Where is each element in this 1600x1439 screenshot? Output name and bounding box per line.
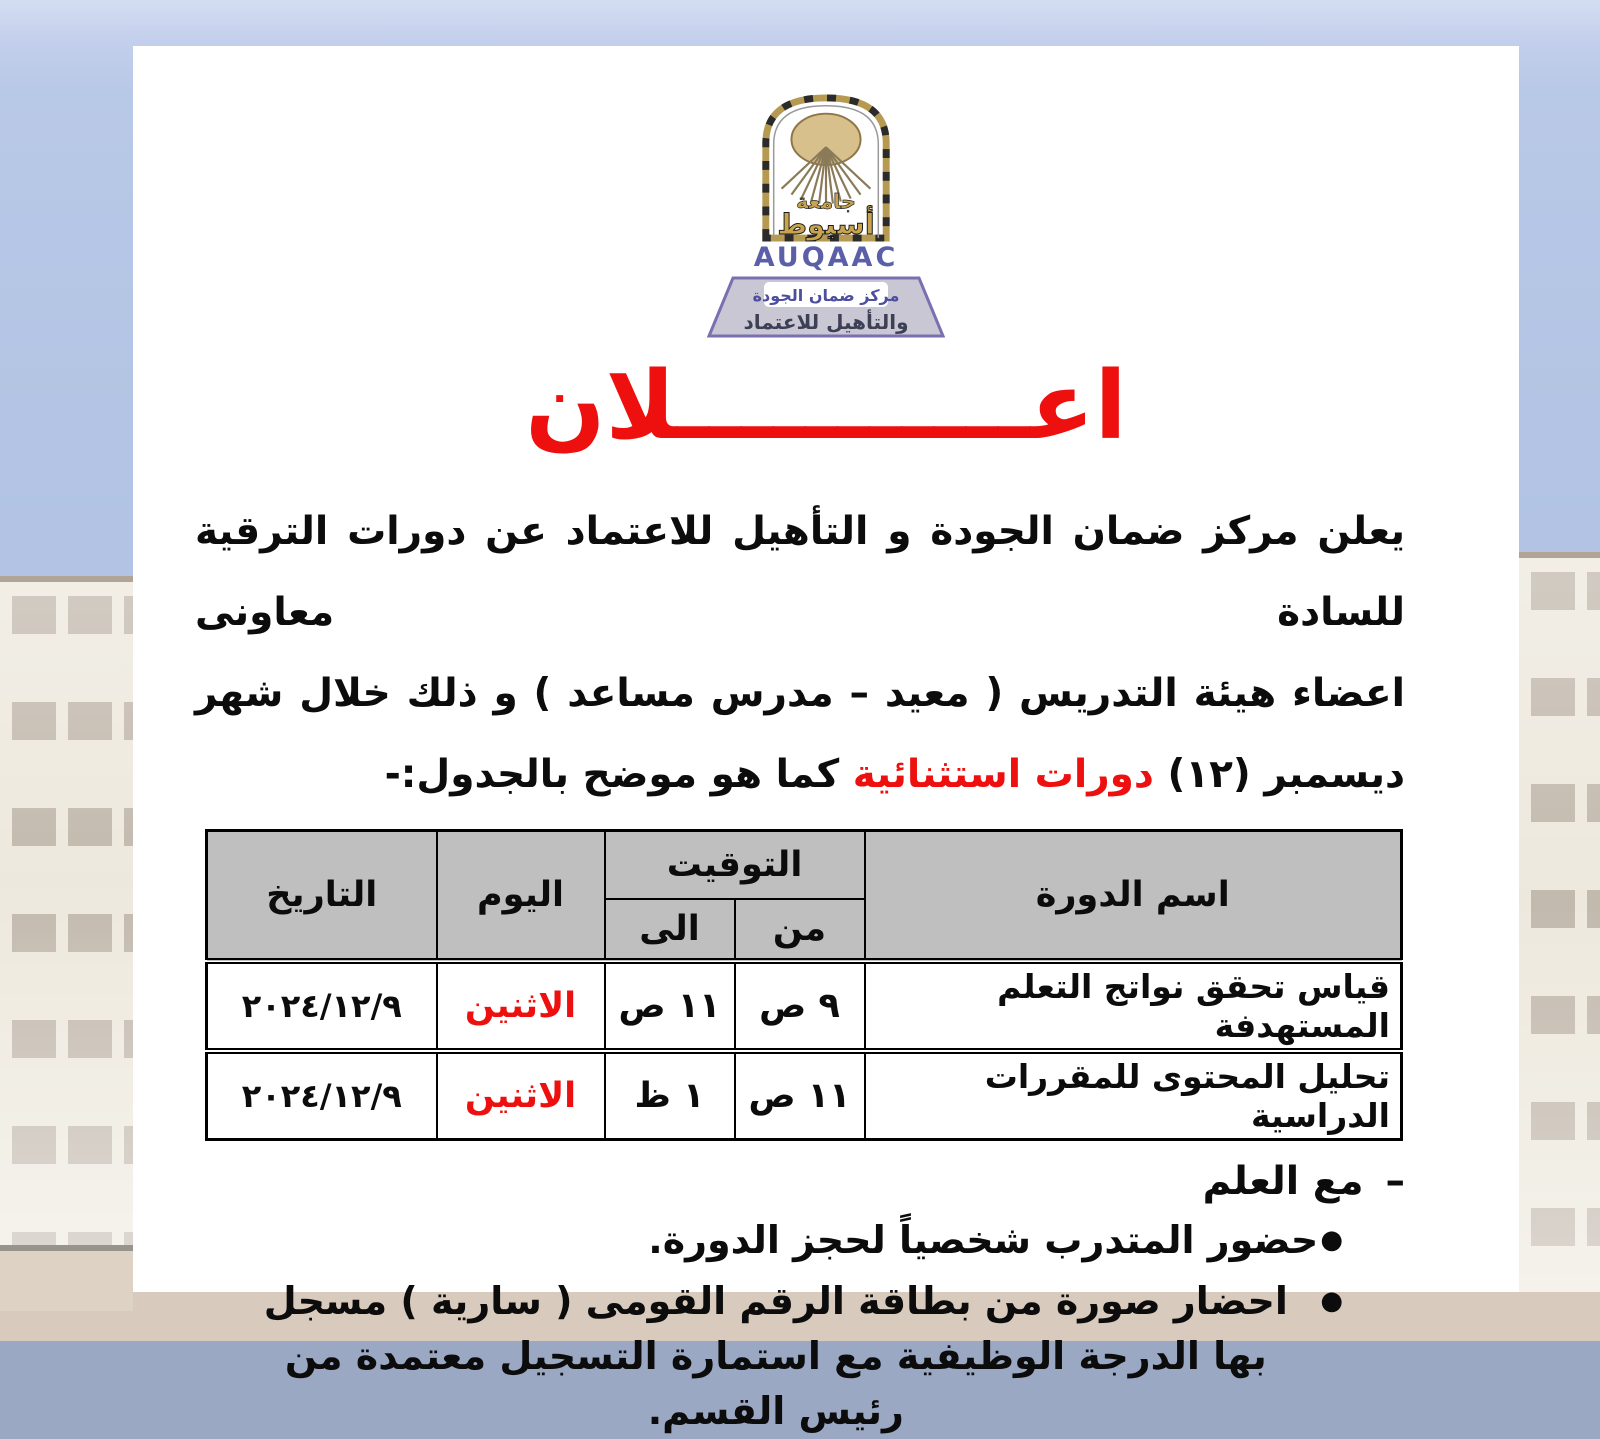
notes-heading-label: مع العلم: [1202, 1159, 1364, 1205]
cell-from: ٩ ص: [735, 961, 865, 1051]
header-from: من: [735, 899, 865, 961]
auqaac-logo: [133, 46, 1519, 338]
note-item: [193, 1213, 1405, 1268]
cell-course: تحليل المحتوى للمقررات الدراسية: [865, 1051, 1402, 1140]
bullet-icon: ●: [1320, 1286, 1343, 1317]
logo-banner: [706, 276, 946, 338]
bullet-icon: ●: [1320, 1225, 1343, 1256]
announcement-title: اعـــــــــــلان: [525, 352, 1127, 462]
announcement-page: [133, 46, 1519, 1434]
header-date: التاريخ: [207, 831, 437, 962]
emblem-calligraphy-word2: أسيوط: [777, 207, 875, 242]
notes-heading: [193, 1157, 1405, 1207]
cell-to: ١١ ص: [605, 961, 735, 1051]
cell-day: الاثنين: [437, 1051, 605, 1140]
intro-line-2: اعضاء هيئة التدريس ( معيد – مدرس مساعد ) و ذلك خلال شهر: [195, 671, 1405, 717]
note-text: احضار صورة من بطاقة الرقم القومى ( سارية ) مسجل بها الدرجة الوظيفية مع استمارة التسجيل معتمدة من رئيس القسم.: [263, 1279, 1288, 1434]
building-photo-right: [1519, 552, 1600, 1318]
banner-line2: والتأهيل للاعتماد: [743, 310, 909, 335]
schedule-table: [205, 829, 1403, 1141]
intro-line-1: يعلن مركز ضمان الجودة و التأهيل للاعتماد عن دورات الترقية للسادة معاونى: [195, 509, 1405, 636]
notes-section: [193, 1157, 1405, 1439]
university-emblem-icon: [732, 90, 920, 240]
intro-paragraph: [195, 491, 1405, 815]
emblem-calligraphy-word1: جامعة: [796, 189, 856, 214]
intro-line-3: [195, 734, 1405, 815]
building-photo-left: [0, 576, 133, 1251]
header-course-name: اسم الدورة: [865, 831, 1402, 962]
ground-strip-left: [0, 1245, 133, 1311]
header-to: الى: [605, 899, 735, 961]
exceptional-courses-highlight: دورات استثنائية: [852, 752, 1154, 798]
cell-date: ٢٠٢٤/١٢/٩: [207, 961, 437, 1051]
cell-date: ٢٠٢٤/١٢/٩: [207, 1051, 437, 1140]
header-timing: التوقيت: [605, 831, 865, 900]
dash-marker: –: [1385, 1159, 1405, 1205]
cell-day: الاثنين: [437, 961, 605, 1051]
note-text: حضور المتدرب شخصياً لحجز الدورة.: [648, 1218, 1319, 1263]
cell-to: ١ ظ: [605, 1051, 735, 1140]
table-row: [207, 961, 1402, 1051]
banner-line1: مركز ضمان الجودة: [752, 286, 900, 306]
intro-line-3-prefix: ديسمبر (١٢): [1153, 752, 1405, 798]
cell-from: ١١ ص: [735, 1051, 865, 1140]
table-row: [207, 1051, 1402, 1140]
header-day: اليوم: [437, 831, 605, 962]
cell-course: قياس تحقق نواتج التعلم المستهدفة: [865, 961, 1402, 1051]
auqaac-acronym: AUQAAC: [753, 242, 899, 273]
note-item: [193, 1274, 1405, 1439]
intro-line-3-suffix: كما هو موضح بالجدول:-: [384, 752, 853, 798]
